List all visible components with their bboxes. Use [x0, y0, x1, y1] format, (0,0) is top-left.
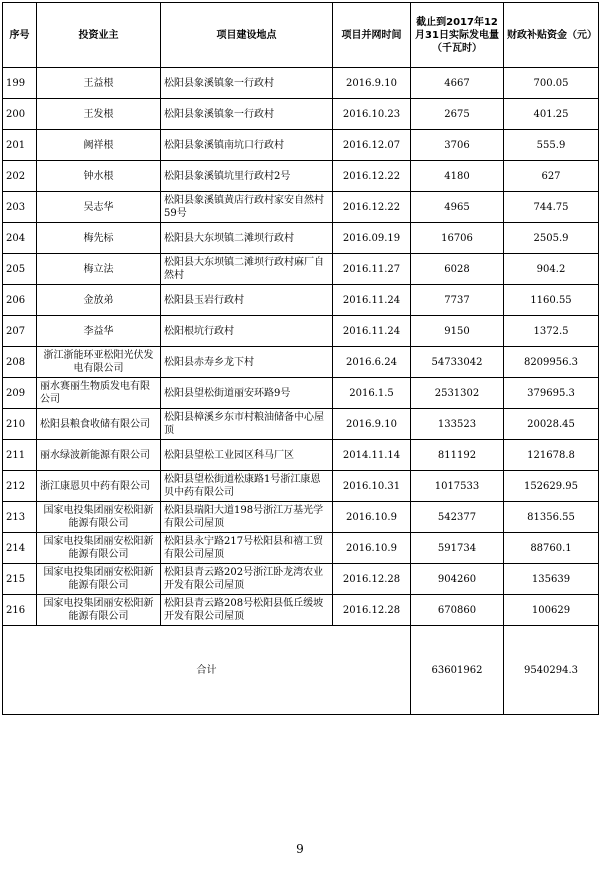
row-subsidy: 2505.9: [504, 223, 599, 254]
row-subsidy: 627: [504, 161, 599, 192]
row-number: 212: [3, 471, 37, 502]
header-generation: 截止到2017年12月31日实际发电量（千瓦时）: [411, 3, 504, 68]
row-grid-date: 2016.12.22: [333, 192, 411, 223]
table-row: [3, 130, 599, 161]
row-generation: 670860: [411, 595, 504, 626]
row-subsidy: 81356.55: [504, 502, 599, 533]
row-grid-date: 2016.9.10: [333, 68, 411, 99]
row-investor: 国家电投集团丽安松阳新能源有限公司: [37, 564, 161, 595]
row-subsidy: 401.25: [504, 99, 599, 130]
row-number: 206: [3, 285, 37, 316]
total-row: [3, 626, 599, 715]
row-generation: 16706: [411, 223, 504, 254]
row-subsidy: 1160.55: [504, 285, 599, 316]
row-number: 214: [3, 533, 37, 564]
row-grid-date: 2016.10.9: [333, 502, 411, 533]
row-investor: 李益华: [37, 316, 161, 347]
row-number: 205: [3, 254, 37, 285]
table-row: [3, 192, 599, 223]
table-row: [3, 347, 599, 378]
table-row: [3, 285, 599, 316]
page-number: 9: [296, 842, 304, 856]
row-generation: 3706: [411, 130, 504, 161]
total-generation: 63601962: [411, 626, 504, 715]
table-row: [3, 99, 599, 130]
table-row: [3, 533, 599, 564]
row-investor: 浙江康恩贝中药有限公司: [37, 471, 161, 502]
row-number: 216: [3, 595, 37, 626]
row-location: 松阳县大东坝镇二滩坝行政村麻厂自然村: [161, 254, 333, 285]
table-row: [3, 502, 599, 533]
row-grid-date: 2016.6.24: [333, 347, 411, 378]
row-investor: 丽水绿波新能源有限公司: [37, 440, 161, 471]
subsidy-table: [2, 2, 599, 715]
row-location: 松阳县象溪镇坑里行政村2号: [161, 161, 333, 192]
row-investor: 丽水赛丽生物质发电有限公司: [37, 378, 161, 409]
row-generation: 1017533: [411, 471, 504, 502]
row-location: 松阳县象溪镇象一行政村: [161, 99, 333, 130]
row-generation: 2675: [411, 99, 504, 130]
row-subsidy: 135639: [504, 564, 599, 595]
row-subsidy: 904.2: [504, 254, 599, 285]
row-grid-date: 2016.12.28: [333, 595, 411, 626]
row-location: 松阳县望松街道松康路1号浙江康恩贝中药有限公司: [161, 471, 333, 502]
row-generation: 133523: [411, 409, 504, 440]
row-grid-date: 2016.12.07: [333, 130, 411, 161]
row-grid-date: 2014.11.14: [333, 440, 411, 471]
table-row: [3, 440, 599, 471]
row-investor: 金放弟: [37, 285, 161, 316]
row-grid-date: 2016.1.5: [333, 378, 411, 409]
row-grid-date: 2016.11.24: [333, 316, 411, 347]
row-number: 204: [3, 223, 37, 254]
table-row: [3, 316, 599, 347]
row-grid-date: 2016.11.27: [333, 254, 411, 285]
row-number: 209: [3, 378, 37, 409]
row-location: 松阳县樟溪乡东市村粮油储备中心屋顶: [161, 409, 333, 440]
row-investor: 梅先标: [37, 223, 161, 254]
row-grid-date: 2016.09.19: [333, 223, 411, 254]
table-row: [3, 595, 599, 626]
row-investor: 王益根: [37, 68, 161, 99]
row-location: 松阳县象溪镇象一行政村: [161, 68, 333, 99]
row-subsidy: 100629: [504, 595, 599, 626]
row-subsidy: 88760.1: [504, 533, 599, 564]
row-investor: 王发根: [37, 99, 161, 130]
row-investor: 钟水根: [37, 161, 161, 192]
header-investor: 投资业主: [37, 3, 161, 68]
row-location: 松阳县望松工业园区科马厂区: [161, 440, 333, 471]
row-location: 松阳县象溪镇南坑口行政村: [161, 130, 333, 161]
total-subsidy: 9540294.3: [504, 626, 599, 715]
row-subsidy: 379695.3: [504, 378, 599, 409]
header-grid-date: 项目并网时间: [333, 3, 411, 68]
row-location: 松阳县赤寿乡龙下村: [161, 347, 333, 378]
row-location: 松阳县瑞阳大道198号浙江万基光学有限公司屋顶: [161, 502, 333, 533]
row-grid-date: 2016.10.23: [333, 99, 411, 130]
row-subsidy: 152629.95: [504, 471, 599, 502]
row-generation: 54733042: [411, 347, 504, 378]
row-generation: 7737: [411, 285, 504, 316]
row-generation: 4667: [411, 68, 504, 99]
row-generation: 811192: [411, 440, 504, 471]
row-grid-date: 2016.10.9: [333, 533, 411, 564]
row-location: 松阳县青云路208号松阳县低丘缓坡开发有限公司屋顶: [161, 595, 333, 626]
table-row: [3, 378, 599, 409]
row-number: 202: [3, 161, 37, 192]
header-row: [3, 3, 599, 68]
table-row: [3, 161, 599, 192]
row-grid-date: 2016.10.31: [333, 471, 411, 502]
row-number: 199: [3, 68, 37, 99]
row-number: 203: [3, 192, 37, 223]
row-location: 松阳县望松街道丽安环路9号: [161, 378, 333, 409]
row-number: 208: [3, 347, 37, 378]
row-number: 211: [3, 440, 37, 471]
row-investor: 梅立法: [37, 254, 161, 285]
table-row: [3, 471, 599, 502]
row-generation: 591734: [411, 533, 504, 564]
table-row: [3, 223, 599, 254]
row-number: 207: [3, 316, 37, 347]
row-number: 213: [3, 502, 37, 533]
total-label: 合计: [3, 626, 411, 715]
row-investor: 国家电投集团丽安松阳新能源有限公司: [37, 502, 161, 533]
row-subsidy: 8209956.3: [504, 347, 599, 378]
row-grid-date: 2016.11.24: [333, 285, 411, 316]
row-subsidy: 20028.45: [504, 409, 599, 440]
row-location: 松阳县象溪镇黄店行政村家安自然村59号: [161, 192, 333, 223]
header-subsidy: 财政补贴资金（元）: [504, 3, 599, 68]
row-investor: 吴志华: [37, 192, 161, 223]
row-number: 215: [3, 564, 37, 595]
row-location: 松阳县青云路202号浙江卧龙湾农业开发有限公司屋顶: [161, 564, 333, 595]
row-location: 松阳根坑行政村: [161, 316, 333, 347]
row-generation: 4180: [411, 161, 504, 192]
row-generation: 904260: [411, 564, 504, 595]
row-investor: 松阳县粮食收储有限公司: [37, 409, 161, 440]
row-number: 200: [3, 99, 37, 130]
row-location: 松阳县永宁路217号松阳县和禧工贸有限公司屋顶: [161, 533, 333, 564]
table-row: [3, 564, 599, 595]
row-generation: 6028: [411, 254, 504, 285]
header-location: 项目建设地点: [161, 3, 333, 68]
table-row: [3, 254, 599, 285]
row-subsidy: 744.75: [504, 192, 599, 223]
row-generation: 2531302: [411, 378, 504, 409]
row-generation: 9150: [411, 316, 504, 347]
row-grid-date: 2016.9.10: [333, 409, 411, 440]
row-grid-date: 2016.12.28: [333, 564, 411, 595]
row-generation: 4965: [411, 192, 504, 223]
row-investor: 国家电投集团丽安松阳新能源有限公司: [37, 595, 161, 626]
row-subsidy: 1372.5: [504, 316, 599, 347]
row-subsidy: 121678.8: [504, 440, 599, 471]
row-subsidy: 700.05: [504, 68, 599, 99]
row-investor: 阙祥根: [37, 130, 161, 161]
row-generation: 542377: [411, 502, 504, 533]
row-grid-date: 2016.12.22: [333, 161, 411, 192]
row-subsidy: 555.9: [504, 130, 599, 161]
header-no: 序号: [3, 3, 37, 68]
row-number: 201: [3, 130, 37, 161]
row-location: 松阳县大东坝镇二滩坝行政村: [161, 223, 333, 254]
row-location: 松阳县玉岩行政村: [161, 285, 333, 316]
table-row: [3, 409, 599, 440]
table-row: [3, 68, 599, 99]
row-investor: 浙江浙能环亚松阳光伏发电有限公司: [37, 347, 161, 378]
row-number: 210: [3, 409, 37, 440]
row-investor: 国家电投集团丽安松阳新能源有限公司: [37, 533, 161, 564]
